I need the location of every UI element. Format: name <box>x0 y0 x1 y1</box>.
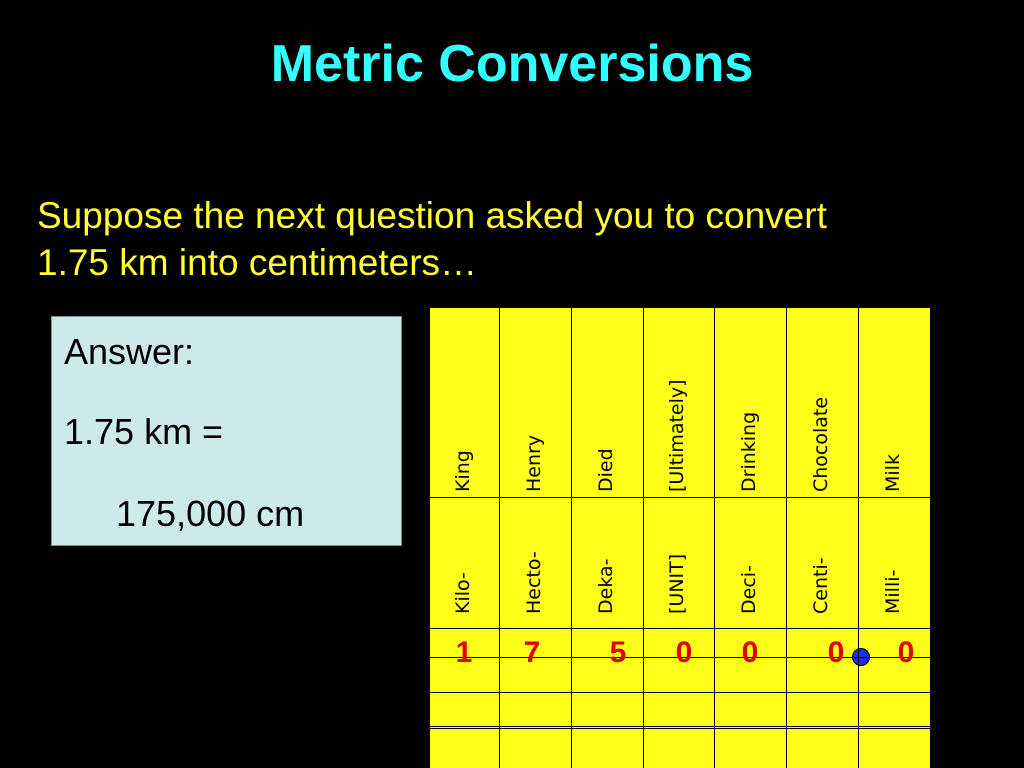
digit-value: 0 <box>827 636 845 669</box>
table-column-divider <box>858 308 859 768</box>
mnemonic-label: Chocolate <box>810 396 832 492</box>
prefix-label: [UNIT] <box>666 553 688 614</box>
digit-value: 0 <box>675 636 693 669</box>
digit-value: 0 <box>741 636 759 669</box>
table-row-divider <box>428 692 930 693</box>
table-left-border <box>428 308 430 768</box>
digit-value: 5 <box>609 636 627 669</box>
table-row-divider <box>428 728 930 729</box>
table-row-divider <box>428 628 930 629</box>
table-row-divider <box>428 726 930 727</box>
question-line-1: Suppose the next question asked you to convert <box>37 195 827 236</box>
prefix-label: Kilo- <box>452 572 474 614</box>
table-column-divider <box>643 308 644 768</box>
prefix-label: Milli- <box>882 569 904 614</box>
table-column-divider <box>786 308 787 768</box>
mnemonic-label: Died <box>595 448 617 492</box>
prefix-label: Hecto- <box>523 551 545 614</box>
prefix-label: Centi- <box>810 557 832 614</box>
digit-value: 0 <box>897 636 915 669</box>
table-column-divider <box>714 308 715 768</box>
question-line-2: 1.75 km into centimeters… <box>37 242 478 283</box>
mnemonic-label: Milk <box>882 454 904 492</box>
slide-title: Metric Conversions <box>270 35 754 93</box>
prefix-label: Deka- <box>595 558 617 614</box>
answer-label: Answer: <box>64 331 195 372</box>
table-column-divider <box>499 308 500 768</box>
digit-value: 7 <box>523 636 541 669</box>
mnemonic-label: King <box>452 450 474 492</box>
answer-line-2: 175,000 cm <box>116 493 305 534</box>
table-row-divider <box>428 497 930 498</box>
mnemonic-label: Drinking <box>738 411 760 492</box>
answer-box <box>51 316 402 546</box>
prefix-label: Deci- <box>738 565 760 614</box>
answer-line-1: 1.75 km = <box>64 411 224 452</box>
mnemonic-label: [Ultimately] <box>666 379 688 492</box>
conversion-table <box>428 308 930 768</box>
mnemonic-label: Henry <box>523 434 545 492</box>
table-column-divider <box>571 308 572 768</box>
digit-value: 1 <box>455 636 473 669</box>
question-text <box>37 192 1017 286</box>
